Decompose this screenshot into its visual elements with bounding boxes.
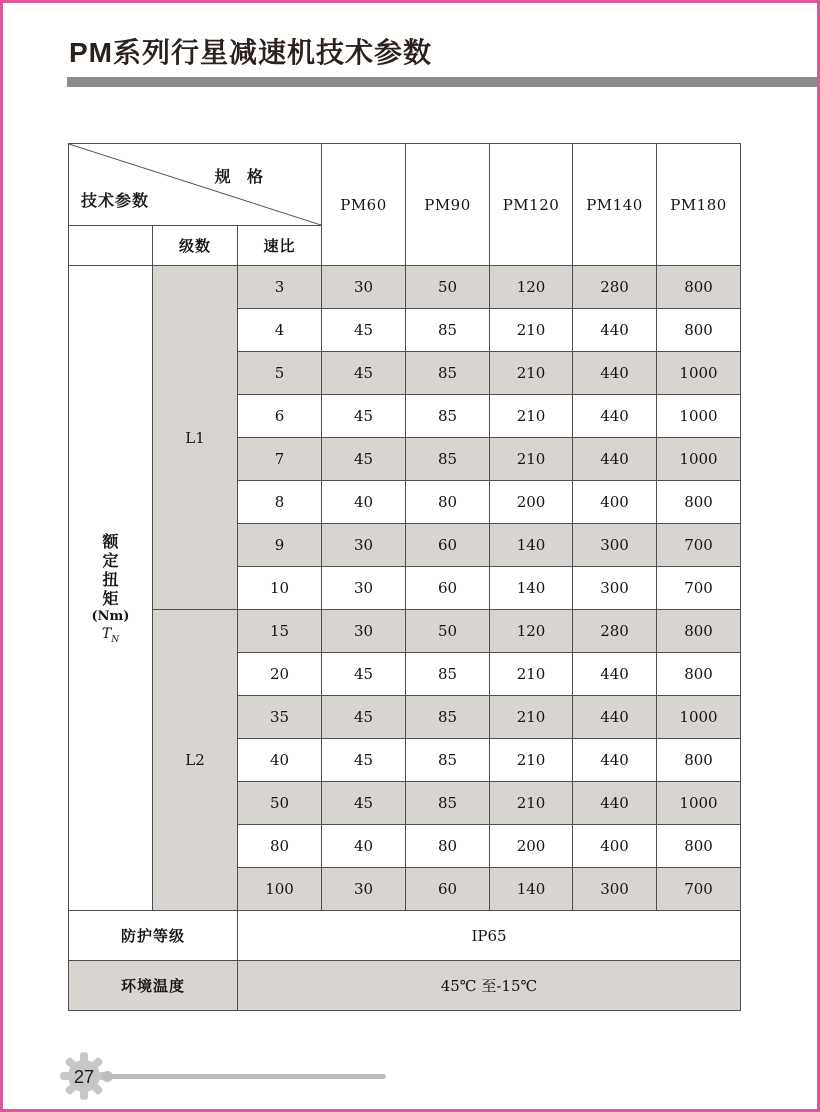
torque-value-cell: 120: [490, 610, 573, 653]
torque-value-cell: 45: [322, 438, 406, 481]
torque-value-cell: 85: [406, 438, 490, 481]
torque-value-cell: 60: [406, 868, 490, 911]
ambient-temperature-value: 45℃ 至-15℃: [238, 961, 741, 1011]
empty-header-cell: [69, 226, 153, 266]
ratio-cell: 6: [238, 395, 322, 438]
column-header-pm140: PM140: [573, 144, 657, 266]
ratio-cell: 40: [238, 739, 322, 782]
torque-value-cell: 210: [490, 352, 573, 395]
torque-value-cell: 45: [322, 653, 406, 696]
ratio-cell: 80: [238, 825, 322, 868]
torque-value-cell: 210: [490, 309, 573, 352]
ratio-cell: 50: [238, 782, 322, 825]
torque-value-cell: 440: [573, 782, 657, 825]
torque-value-cell: 800: [657, 825, 741, 868]
table-row: [69, 610, 741, 653]
torque-value-cell: 800: [657, 481, 741, 524]
corner-header-cell: [69, 144, 322, 226]
ratio-cell: 3: [238, 266, 322, 309]
page-number: 27: [73, 1066, 95, 1087]
torque-value-cell: 200: [490, 825, 573, 868]
torque-value-cell: 700: [657, 567, 741, 610]
diagonal-divider: [69, 144, 321, 225]
torque-value-cell: 30: [322, 610, 406, 653]
torque-value-cell: 300: [573, 567, 657, 610]
torque-value-cell: 85: [406, 696, 490, 739]
footer-rule-line: [110, 1074, 386, 1079]
torque-value-cell: 210: [490, 739, 573, 782]
torque-value-cell: 210: [490, 438, 573, 481]
torque-value-cell: 210: [490, 782, 573, 825]
rated-torque-row-group-label: 额 定 扭 矩 (Nm) $T_N$: [69, 266, 153, 911]
torque-value-cell: 40: [322, 825, 406, 868]
torque-value-cell: 60: [406, 567, 490, 610]
torque-value-cell: 210: [490, 653, 573, 696]
ratio-cell: 5: [238, 352, 322, 395]
torque-value-cell: 30: [322, 868, 406, 911]
ratio-cell: 7: [238, 438, 322, 481]
torque-value-cell: 800: [657, 653, 741, 696]
torque-value-cell: 440: [573, 739, 657, 782]
torque-value-cell: 85: [406, 653, 490, 696]
torque-value-cell: 800: [657, 309, 741, 352]
torque-value-cell: 300: [573, 524, 657, 567]
torque-value-cell: 440: [573, 352, 657, 395]
torque-value-cell: 45: [322, 739, 406, 782]
protection-rating-label: 防护等级: [69, 911, 238, 961]
torque-value-cell: 700: [657, 524, 741, 567]
spec-corner-label: 规 格: [214, 169, 270, 186]
ratio-cell: 8: [238, 481, 322, 524]
torque-value-cell: 1000: [657, 352, 741, 395]
torque-value-cell: 440: [573, 696, 657, 739]
protection-rating-value: IP65: [238, 911, 741, 961]
torque-value-cell: 700: [657, 868, 741, 911]
torque-value-cell: 140: [490, 567, 573, 610]
torque-value-cell: 800: [657, 739, 741, 782]
torque-value-cell: 800: [657, 610, 741, 653]
ambient-temperature-row: [69, 961, 741, 1011]
ratio-cell: 100: [238, 868, 322, 911]
torque-value-cell: 200: [490, 481, 573, 524]
torque-value-cell: 300: [573, 868, 657, 911]
torque-value-cell: 85: [406, 739, 490, 782]
ratio-cell: 4: [238, 309, 322, 352]
ratio-cell: 35: [238, 696, 322, 739]
torque-value-cell: 30: [322, 567, 406, 610]
torque-value-cell: 45: [322, 395, 406, 438]
torque-value-cell: 1000: [657, 696, 741, 739]
column-header-pm120: PM120: [490, 144, 573, 266]
torque-value-cell: 400: [573, 481, 657, 524]
torque-value-cell: 45: [322, 782, 406, 825]
torque-value-cell: 280: [573, 266, 657, 309]
ratio-cell: 10: [238, 567, 322, 610]
torque-value-cell: 210: [490, 696, 573, 739]
torque-value-cell: 1000: [657, 395, 741, 438]
ratio-cell: 20: [238, 653, 322, 696]
spec-table: [68, 143, 741, 1011]
torque-value-cell: 80: [406, 825, 490, 868]
ambient-temperature-label: 环境温度: [69, 961, 238, 1011]
column-header-pm90: PM90: [406, 144, 490, 266]
torque-value-cell: 30: [322, 266, 406, 309]
stage-cell-l2: L2: [153, 610, 238, 911]
header-row-1: [69, 144, 741, 226]
ratio-cell: 15: [238, 610, 322, 653]
page-title: PM系列行星减速机技术参数: [69, 37, 433, 68]
torque-value-cell: 80: [406, 481, 490, 524]
torque-value-cell: 45: [322, 352, 406, 395]
torque-value-cell: 140: [490, 524, 573, 567]
torque-value-cell: 85: [406, 782, 490, 825]
torque-value-cell: 280: [573, 610, 657, 653]
ratio-header: 速比: [238, 226, 322, 266]
column-header-pm180: PM180: [657, 144, 741, 266]
torque-value-cell: 85: [406, 395, 490, 438]
table-row: [69, 266, 741, 309]
torque-value-cell: 1000: [657, 438, 741, 481]
torque-value-cell: 40: [322, 481, 406, 524]
title-underline-rule: [67, 77, 817, 87]
torque-value-cell: 800: [657, 266, 741, 309]
torque-value-cell: 1000: [657, 782, 741, 825]
ratio-cell: 9: [238, 524, 322, 567]
torque-value-cell: 50: [406, 610, 490, 653]
torque-value-cell: 60: [406, 524, 490, 567]
torque-value-cell: 120: [490, 266, 573, 309]
torque-value-cell: 440: [573, 653, 657, 696]
column-header-pm60: PM60: [322, 144, 406, 266]
torque-value-cell: 440: [573, 395, 657, 438]
torque-value-cell: 85: [406, 352, 490, 395]
protection-rating-row: [69, 911, 741, 961]
torque-value-cell: 85: [406, 309, 490, 352]
torque-value-cell: 210: [490, 395, 573, 438]
torque-value-cell: 45: [322, 309, 406, 352]
stage-cell-l1: L1: [153, 266, 238, 610]
torque-value-cell: 400: [573, 825, 657, 868]
torque-value-cell: 140: [490, 868, 573, 911]
stage-header: 级数: [153, 226, 238, 266]
torque-value-cell: 30: [322, 524, 406, 567]
torque-value-cell: 45: [322, 696, 406, 739]
torque-value-cell: 50: [406, 266, 490, 309]
torque-value-cell: 440: [573, 438, 657, 481]
torque-value-cell: 440: [573, 309, 657, 352]
param-corner-label: 技术参数: [81, 193, 150, 210]
